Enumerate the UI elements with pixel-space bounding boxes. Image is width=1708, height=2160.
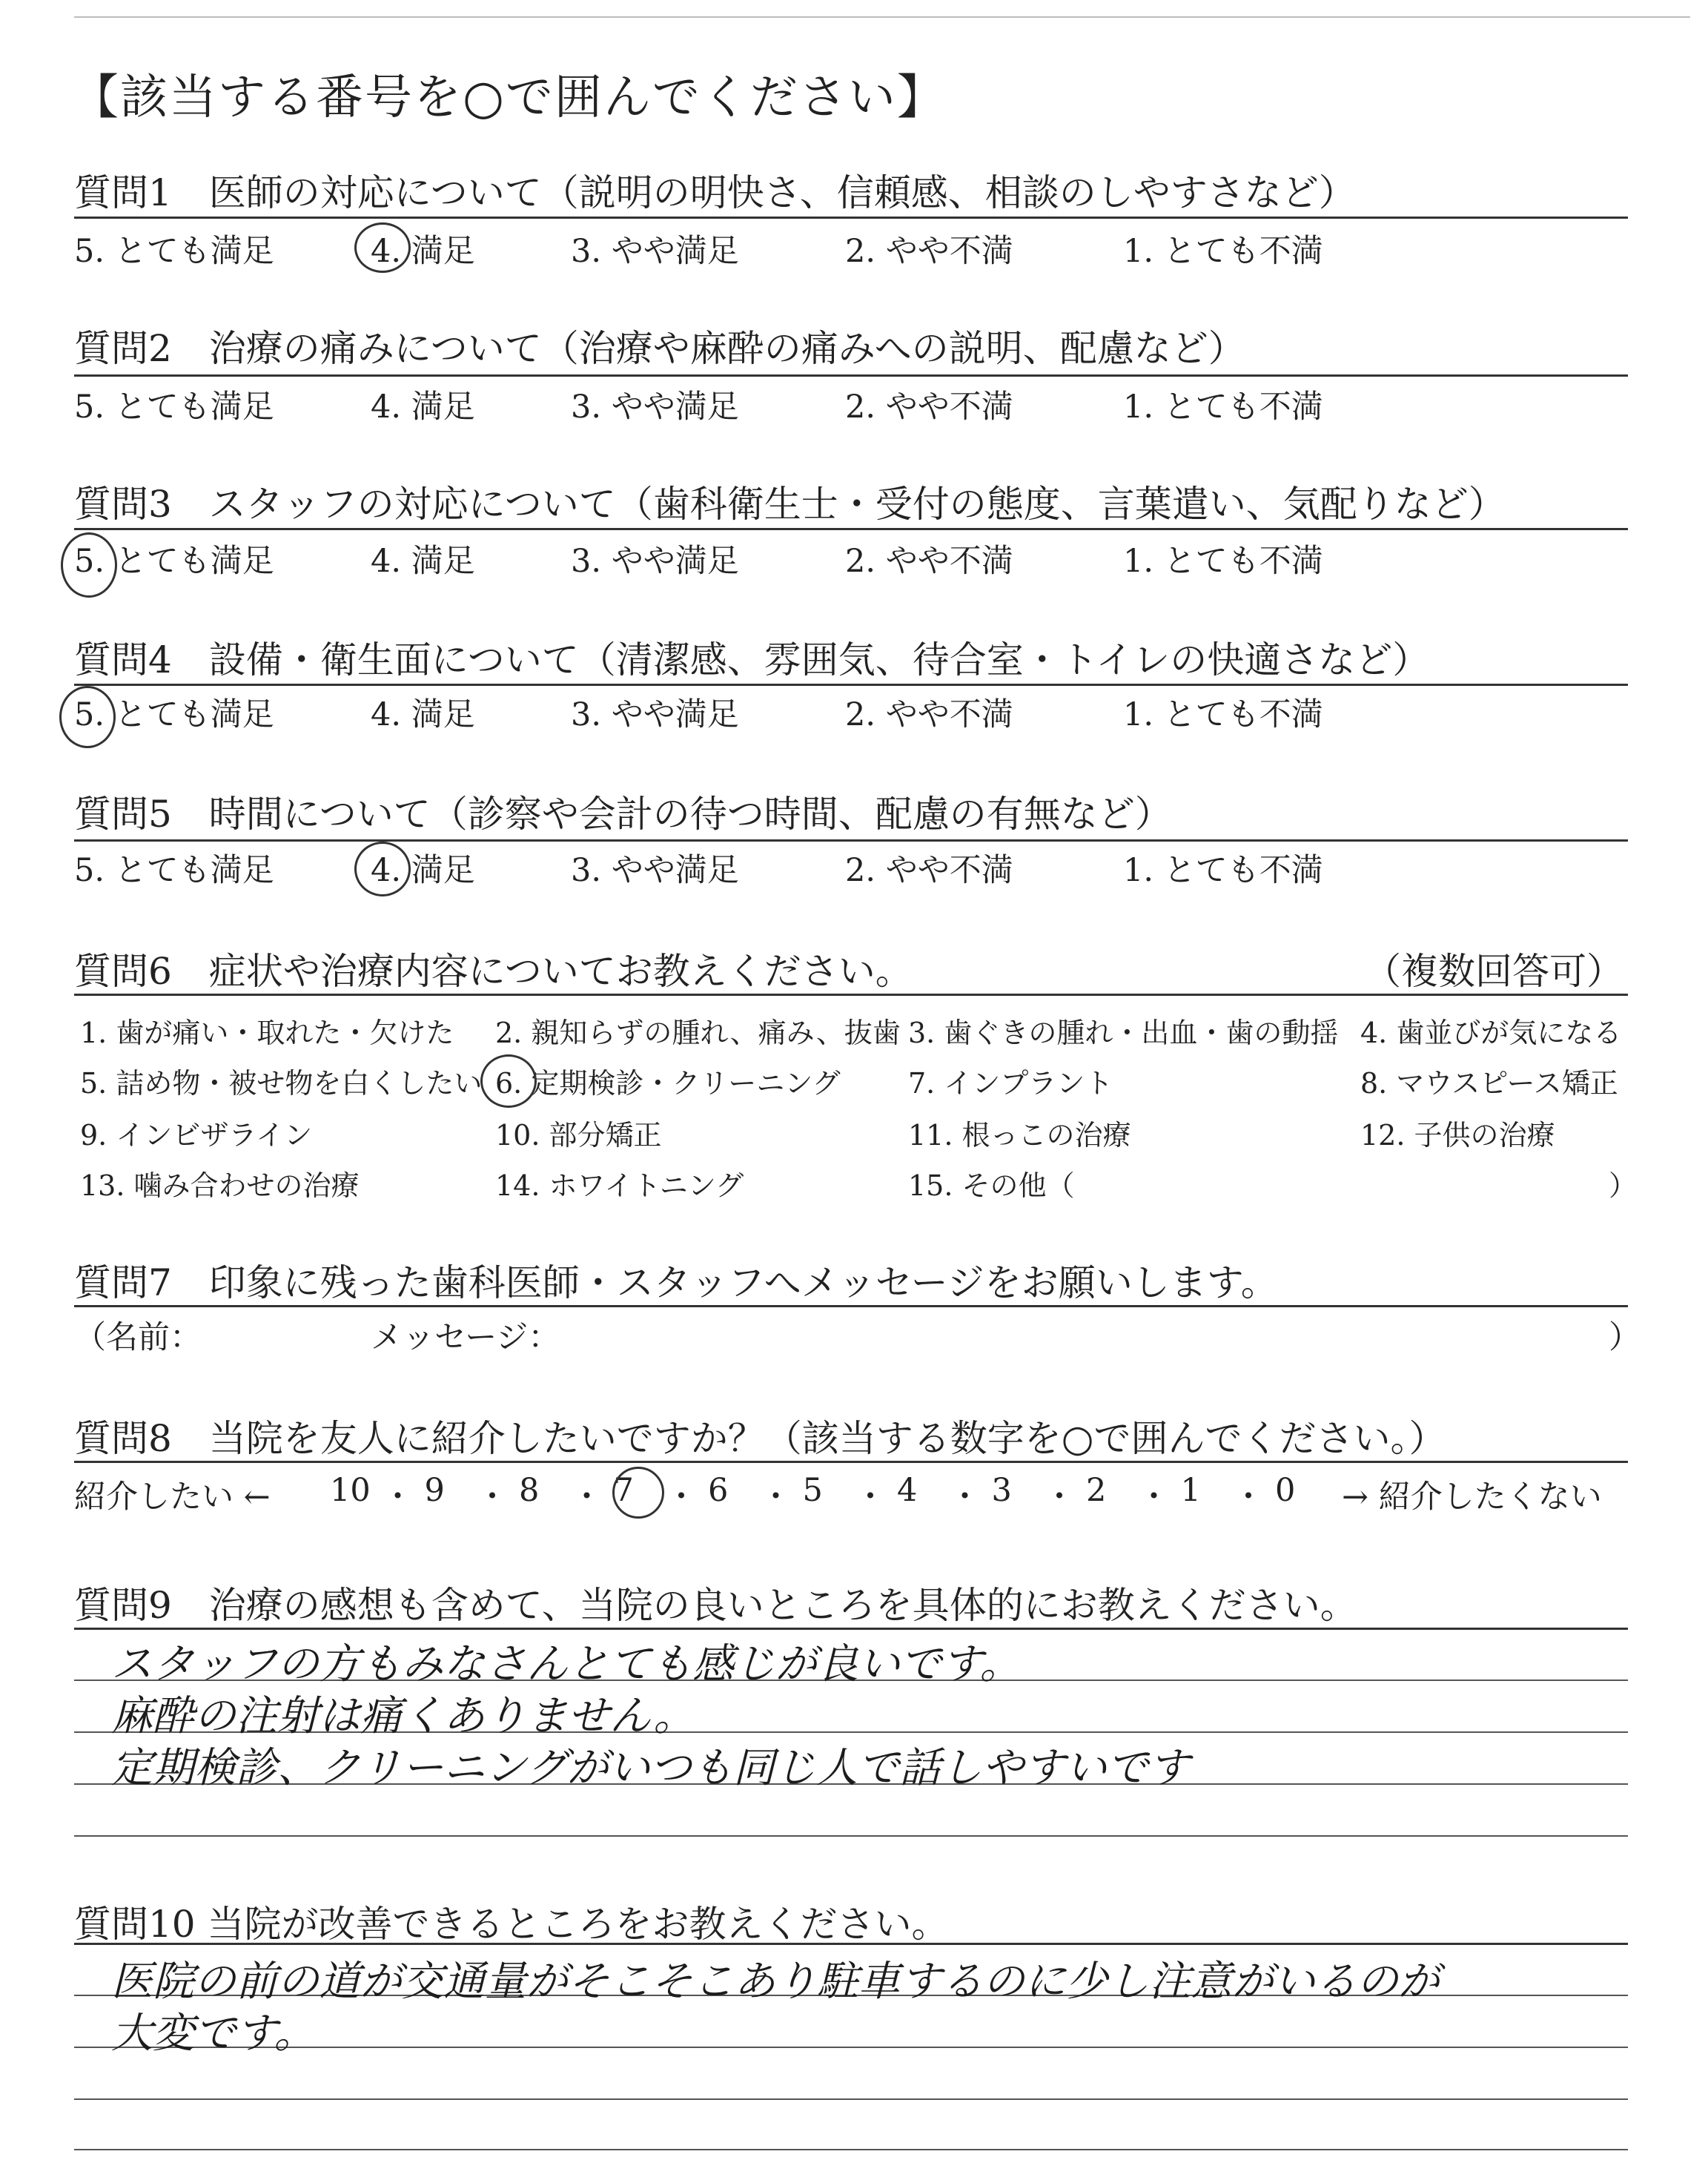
q3-option-3[interactable]: 3. やや満足	[571, 543, 739, 580]
question-3-rule	[74, 528, 1628, 530]
question-9-title: 質問9 治療の感想も含めて、当院の良いところを具体的にお教えください。	[74, 1584, 1357, 1627]
q8-number-3[interactable]: 3	[991, 1472, 1012, 1509]
q2-option-5[interactable]: 5. とても満足	[74, 389, 274, 426]
q8-separator-dot: ・	[949, 1479, 981, 1516]
q8-left-label: 紹介したい ←	[74, 1479, 271, 1516]
q1-option-1[interactable]: 1. とても不満	[1123, 233, 1323, 270]
q5-selection-circle	[354, 842, 411, 896]
q6-option-9[interactable]: 9. インビザライン	[80, 1119, 313, 1152]
q6-option-5[interactable]: 5. 詰め物・被せ物を白くしたい	[80, 1067, 483, 1100]
q8-separator-dot: ・	[854, 1479, 887, 1516]
q8-number-5[interactable]: 5	[802, 1472, 823, 1509]
q8-number-0[interactable]: 0	[1275, 1472, 1296, 1509]
q4-selection-circle	[59, 686, 116, 748]
q6-option-4[interactable]: 4. 歯並びが気になる	[1360, 1017, 1622, 1049]
q3-option-1[interactable]: 1. とても不満	[1123, 543, 1323, 580]
question-9-rule	[74, 1628, 1628, 1630]
q1-option-2[interactable]: 2. やや不満	[845, 233, 1013, 270]
question-6-title: 質問6 症状や治療内容についてお教えください。	[74, 950, 913, 993]
q3-option-2[interactable]: 2. やや不満	[845, 543, 1013, 580]
q7-name-label: （名前：	[74, 1319, 202, 1356]
q9-writing-line	[74, 1835, 1628, 1837]
top-border	[74, 16, 1690, 18]
q6-option-11[interactable]: 11. 根っこの治療	[908, 1119, 1131, 1152]
q4-option-1[interactable]: 1. とても不満	[1123, 696, 1323, 733]
question-6-note: （複数回答可）	[1364, 950, 1623, 993]
q1-selection-circle	[354, 222, 411, 273]
q8-separator-dot: ・	[1232, 1479, 1265, 1516]
q3-selection-circle	[61, 532, 117, 598]
q6-option-12[interactable]: 12. 子供の治療	[1360, 1119, 1555, 1152]
q5-option-1[interactable]: 1. とても不満	[1123, 852, 1323, 889]
q5-option-2[interactable]: 2. やや不満	[845, 852, 1013, 889]
q8-separator-dot: ・	[760, 1479, 792, 1516]
question-7-title: 質問7 印象に残った歯科医師・スタッフへメッセージをお願いします。	[74, 1261, 1278, 1304]
q6-selection-circle	[480, 1054, 537, 1108]
q6-option-1[interactable]: 1. 歯が痛い・取れた・欠けた	[80, 1017, 454, 1049]
q9-answer-line-2: 麻酔の注射は痛くありません。	[111, 1692, 695, 1740]
q4-option-5[interactable]: 5. とても満足	[74, 696, 274, 733]
question-4-rule	[74, 684, 1628, 686]
q2-option-2[interactable]: 2. やや不満	[845, 389, 1013, 426]
question-10-title: 質問10 当院が改善できるところをお教えください。	[74, 1903, 949, 1946]
q8-separator-dot: ・	[571, 1479, 603, 1516]
question-1-rule	[74, 217, 1628, 219]
q5-option-3[interactable]: 3. やや満足	[571, 852, 739, 889]
q4-option-3[interactable]: 3. やや満足	[571, 696, 739, 733]
q8-separator-dot: ・	[476, 1479, 509, 1516]
q8-selection-circle	[612, 1467, 664, 1519]
q10-writing-line	[74, 2149, 1628, 2150]
question-5-rule	[74, 839, 1628, 842]
q10-answer-line-1: 医院の前の道が交通量がそこそこあり駐車するのに少し注意がいるのが	[111, 1958, 1440, 2006]
q5-option-4[interactable]: 4. 満足	[371, 852, 475, 889]
q7-message-label: メッセージ：	[371, 1319, 560, 1356]
question-6-rule	[74, 994, 1628, 996]
q9-answer-line-3: 定期検診、クリーニングがいつも同じ人で話しやすいです	[111, 1744, 1190, 1792]
q4-option-4[interactable]: 4. 満足	[371, 696, 475, 733]
page-heading: 【該当する番号を○で囲んでください】	[71, 70, 946, 125]
question-4-title: 質問4 設備・衛生面について（清潔感、雰囲気、待合室・トイレの快適さなど）	[74, 638, 1430, 681]
q8-number-10[interactable]: 10	[330, 1472, 371, 1509]
q8-number-7[interactable]: 7	[613, 1472, 634, 1509]
q1-option-3[interactable]: 3. やや満足	[571, 233, 739, 270]
q3-option-5[interactable]: 5. とても満足	[74, 543, 274, 580]
q6-option-6[interactable]: 6. 定期検診・クリーニング	[495, 1067, 841, 1100]
question-8-title: 質問8 当院を友人に紹介したいですか？（該当する数字を○で囲んでください。）	[74, 1417, 1446, 1460]
q10-answer-line-2: 大変です。	[111, 2009, 316, 2058]
q6-option-10[interactable]: 10. 部分矯正	[495, 1119, 662, 1152]
question-8-rule	[74, 1461, 1628, 1463]
q8-separator-dot: ・	[1043, 1479, 1076, 1516]
question-7-rule	[74, 1305, 1628, 1307]
q8-separator-dot: ・	[1138, 1479, 1170, 1516]
q8-number-4[interactable]: 4	[897, 1472, 918, 1509]
q9-answer-line-1: スタッフの方もみなさんとても感じが良いです。	[111, 1640, 1022, 1688]
q8-number-6[interactable]: 6	[708, 1472, 729, 1509]
q4-option-2[interactable]: 2. やや不満	[845, 696, 1013, 733]
q8-number-1[interactable]: 1	[1180, 1472, 1201, 1509]
q8-number-9[interactable]: 9	[424, 1472, 445, 1509]
q1-option-5[interactable]: 5. とても満足	[74, 233, 274, 270]
q2-option-1[interactable]: 1. とても不満	[1123, 389, 1323, 426]
q6-option-7[interactable]: 7. インプラント	[908, 1067, 1113, 1100]
q5-option-5[interactable]: 5. とても満足	[74, 852, 274, 889]
q10-writing-line	[74, 2098, 1628, 2100]
q6-option-15[interactable]: 15. その他（	[908, 1169, 1075, 1202]
question-1-title: 質問1 医師の対応について（説明の明快さ、信頼感、相談のしやすさなど）	[74, 171, 1356, 214]
question-10-rule	[74, 1943, 1628, 1945]
q7-close-paren: ）	[1609, 1319, 1641, 1356]
q6-option-8[interactable]: 8. マウスピース矯正	[1360, 1067, 1618, 1100]
question-2-rule	[74, 374, 1628, 377]
q8-separator-dot: ・	[665, 1479, 698, 1516]
q3-option-4[interactable]: 4. 満足	[371, 543, 475, 580]
q6-option-3[interactable]: 3. 歯ぐきの腫れ・出血・歯の動揺	[908, 1017, 1339, 1049]
q2-option-4[interactable]: 4. 満足	[371, 389, 475, 426]
q8-number-8[interactable]: 8	[519, 1472, 540, 1509]
q6-option-14[interactable]: 14. ホワイトニング	[495, 1169, 744, 1202]
question-2-title: 質問2 治療の痛みについて（治療や麻酔の痛みへの説明、配慮など）	[74, 327, 1245, 370]
q2-option-3[interactable]: 3. やや満足	[571, 389, 739, 426]
q6-other-close-paren: ）	[1609, 1169, 1638, 1202]
q8-separator-dot: ・	[382, 1479, 414, 1516]
question-3-title: 質問3 スタッフの対応について（歯科衛生士・受付の態度、言葉遣い、気配りなど）	[74, 483, 1506, 526]
q8-number-2[interactable]: 2	[1086, 1472, 1107, 1509]
q6-option-13[interactable]: 13. 噛み合わせの治療	[80, 1169, 360, 1202]
q1-option-4[interactable]: 4. 満足	[371, 233, 475, 270]
q6-option-2[interactable]: 2. 親知らずの腫れ、痛み、抜歯	[495, 1017, 901, 1049]
q8-right-label: → 紹介したくない	[1342, 1479, 1602, 1516]
question-5-title: 質問5 時間について（診察や会計の待つ時間、配慮の有無など）	[74, 793, 1172, 836]
